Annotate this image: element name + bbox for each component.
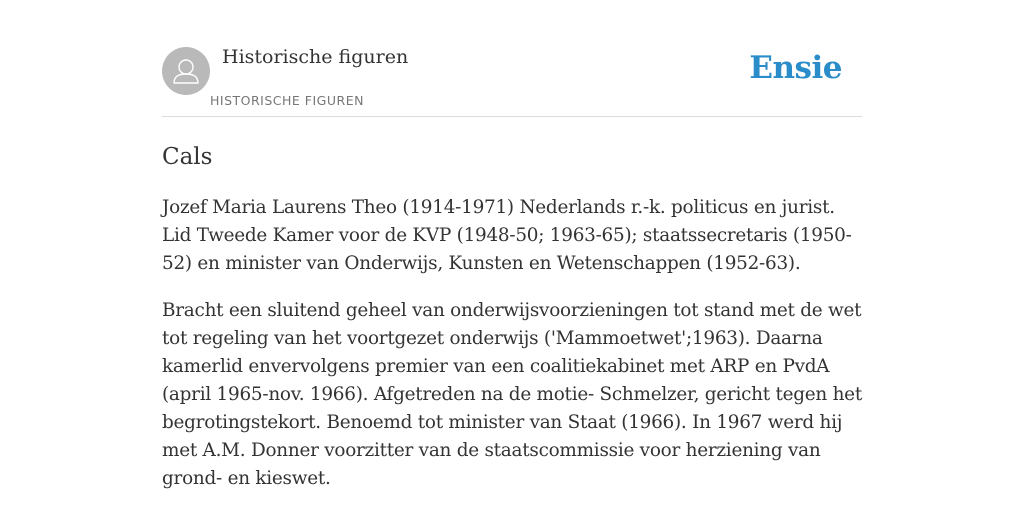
author-name-link[interactable]: Historische figuren bbox=[222, 46, 409, 68]
article-title: Cals bbox=[162, 144, 213, 170]
page-header bbox=[162, 0, 862, 117]
page-container bbox=[162, 0, 862, 512]
article-paragraph: Bracht een sluitend geheel van onderwijsvoorzieningen tot stand met de wet tot regeling van het voortgezet onderwijs ('Mammoetwet';1963). Daarna kamerlid envervolgens premier van een coalitiekabinet met ARP en PvdA (april 1965-nov. 1966). Afgetreden na de motie- Schmelzer, gericht tegen het begrotingstekort. Benoemd tot minister van Staat (1966). In 1967 werd hij met A.M. Donner voorzitter van de staatscommissie voor herziening van grond- en kieswet. bbox=[162, 300, 862, 489]
user-icon bbox=[162, 47, 210, 95]
ensie-logo[interactable]: Ensie bbox=[749, 50, 842, 86]
category-link[interactable]: HISTORISCHE FIGUREN bbox=[210, 93, 364, 108]
article-body bbox=[162, 194, 862, 493]
avatar[interactable] bbox=[162, 47, 210, 95]
article-paragraph: Jozef Maria Laurens Theo (1914-1971) Nederlands r.-k. politicus en jurist. Lid Tweede Kamer voor de KVP (1948-50; 1963-65); staatssecretaris (1950-52) en minister van Onderwijs, Kunsten en Wetenschappen (1952-63). bbox=[162, 197, 852, 274]
